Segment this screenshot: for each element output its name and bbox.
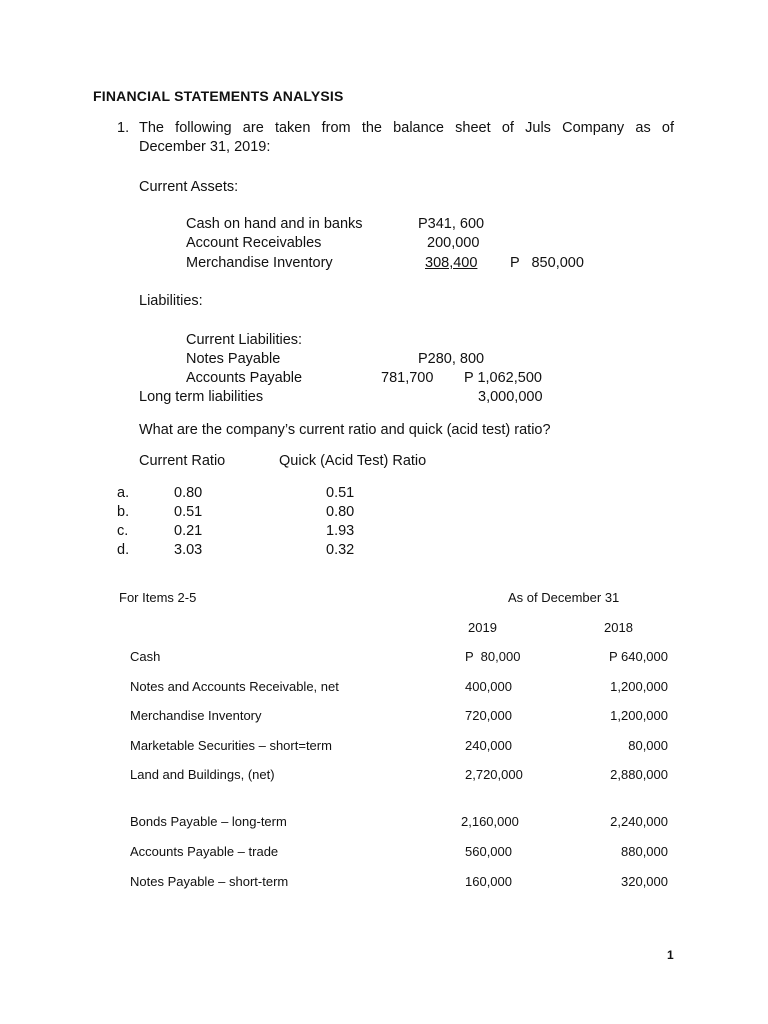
- row-label: Merchandise Inventory: [130, 708, 262, 723]
- liabilities-heading: Liabilities:: [139, 293, 203, 309]
- value-2018: 80,000: [628, 738, 668, 753]
- year-header-2018: 2018: [604, 620, 633, 635]
- long-term-label: Long term liabilities: [139, 389, 264, 405]
- column-header-quick-ratio: Quick (Acid Test) Ratio: [279, 453, 427, 469]
- choice-quick-ratio: 0.32: [326, 542, 355, 558]
- row-label: Land and Buildings, (net): [130, 767, 275, 782]
- value-2019: 720,000: [465, 708, 512, 723]
- value-2019: 560,000: [465, 844, 512, 859]
- choice-quick-ratio: 0.80: [326, 504, 355, 520]
- value-2019: 400,000: [465, 679, 512, 694]
- value-2019: 160,000: [465, 874, 512, 889]
- asset-amount-underlined: 308,400: [425, 255, 478, 271]
- row-label: Notes Payable – short-term: [130, 874, 289, 889]
- choice-letter: a.: [117, 485, 130, 501]
- row-label: Notes and Accounts Receivable, net: [130, 679, 339, 694]
- items-label: For Items 2-5: [119, 590, 197, 605]
- asset-label: Cash on hand and in banks: [186, 216, 363, 232]
- value-2018: 1,200,000: [610, 679, 668, 694]
- value-2018: 880,000: [621, 844, 668, 859]
- year-header-2019: 2019: [468, 620, 497, 635]
- liabilities-total: P 1,062,500: [464, 370, 542, 386]
- assets-total: P 850,000: [510, 255, 584, 271]
- choice-current-ratio: 0.51: [174, 504, 203, 520]
- asset-amount: P341, 600: [418, 216, 485, 232]
- long-term-amount: 3,000,000: [478, 389, 543, 405]
- current-liabilities-heading: Current Liabilities:: [186, 332, 303, 348]
- asset-label: Account Receivables: [186, 235, 322, 251]
- choice-letter: c.: [117, 523, 129, 539]
- choice-quick-ratio: 0.51: [326, 485, 355, 501]
- value-2018: P 640,000: [608, 649, 668, 664]
- choice-current-ratio: 3.03: [174, 542, 203, 558]
- question-prompt: What are the company’s current ratio and quick (acid test) ratio?: [139, 422, 551, 438]
- row-label: Bonds Payable – long-term: [130, 814, 287, 829]
- value-2019: P 80,000: [465, 649, 521, 664]
- page-number: 1: [667, 948, 674, 962]
- value-2018: 1,200,000: [610, 708, 668, 723]
- choice-letter: d.: [117, 542, 130, 558]
- current-assets-heading: Current Assets:: [139, 179, 239, 195]
- liability-label: Notes Payable: [186, 351, 281, 367]
- as-of-label: As of December 31: [508, 590, 620, 605]
- value-2019: 2,720,000: [465, 767, 523, 782]
- row-label: Accounts Payable – trade: [130, 844, 279, 859]
- value-2018: 320,000: [621, 874, 668, 889]
- column-header-current-ratio: Current Ratio: [139, 453, 226, 469]
- row-label: Cash: [130, 649, 161, 664]
- question-stem-line1: The following are taken from the balance sheet of Juls Company as of: [139, 120, 674, 136]
- value-2018: 2,880,000: [610, 767, 668, 782]
- liability-amount: P280, 800: [418, 351, 485, 367]
- value-2018: 2,240,000: [610, 814, 668, 829]
- choice-current-ratio: 0.80: [174, 485, 203, 501]
- question-stem-line2: December 31, 2019:: [139, 139, 271, 155]
- value-2019: 240,000: [465, 738, 512, 753]
- asset-label: Merchandise Inventory: [186, 255, 333, 271]
- question-number: 1.: [117, 120, 130, 136]
- asset-amount: 200,000: [427, 235, 480, 251]
- document-title: FINANCIAL STATEMENTS ANALYSIS: [93, 88, 344, 104]
- liability-label: Accounts Payable: [186, 370, 303, 386]
- choice-quick-ratio: 1.93: [326, 523, 355, 539]
- value-2019: 2,160,000: [461, 814, 519, 829]
- choice-letter: b.: [117, 504, 130, 520]
- choice-current-ratio: 0.21: [174, 523, 203, 539]
- liability-amount: 781,700: [381, 370, 434, 386]
- row-label: Marketable Securities – short=term: [130, 738, 332, 753]
